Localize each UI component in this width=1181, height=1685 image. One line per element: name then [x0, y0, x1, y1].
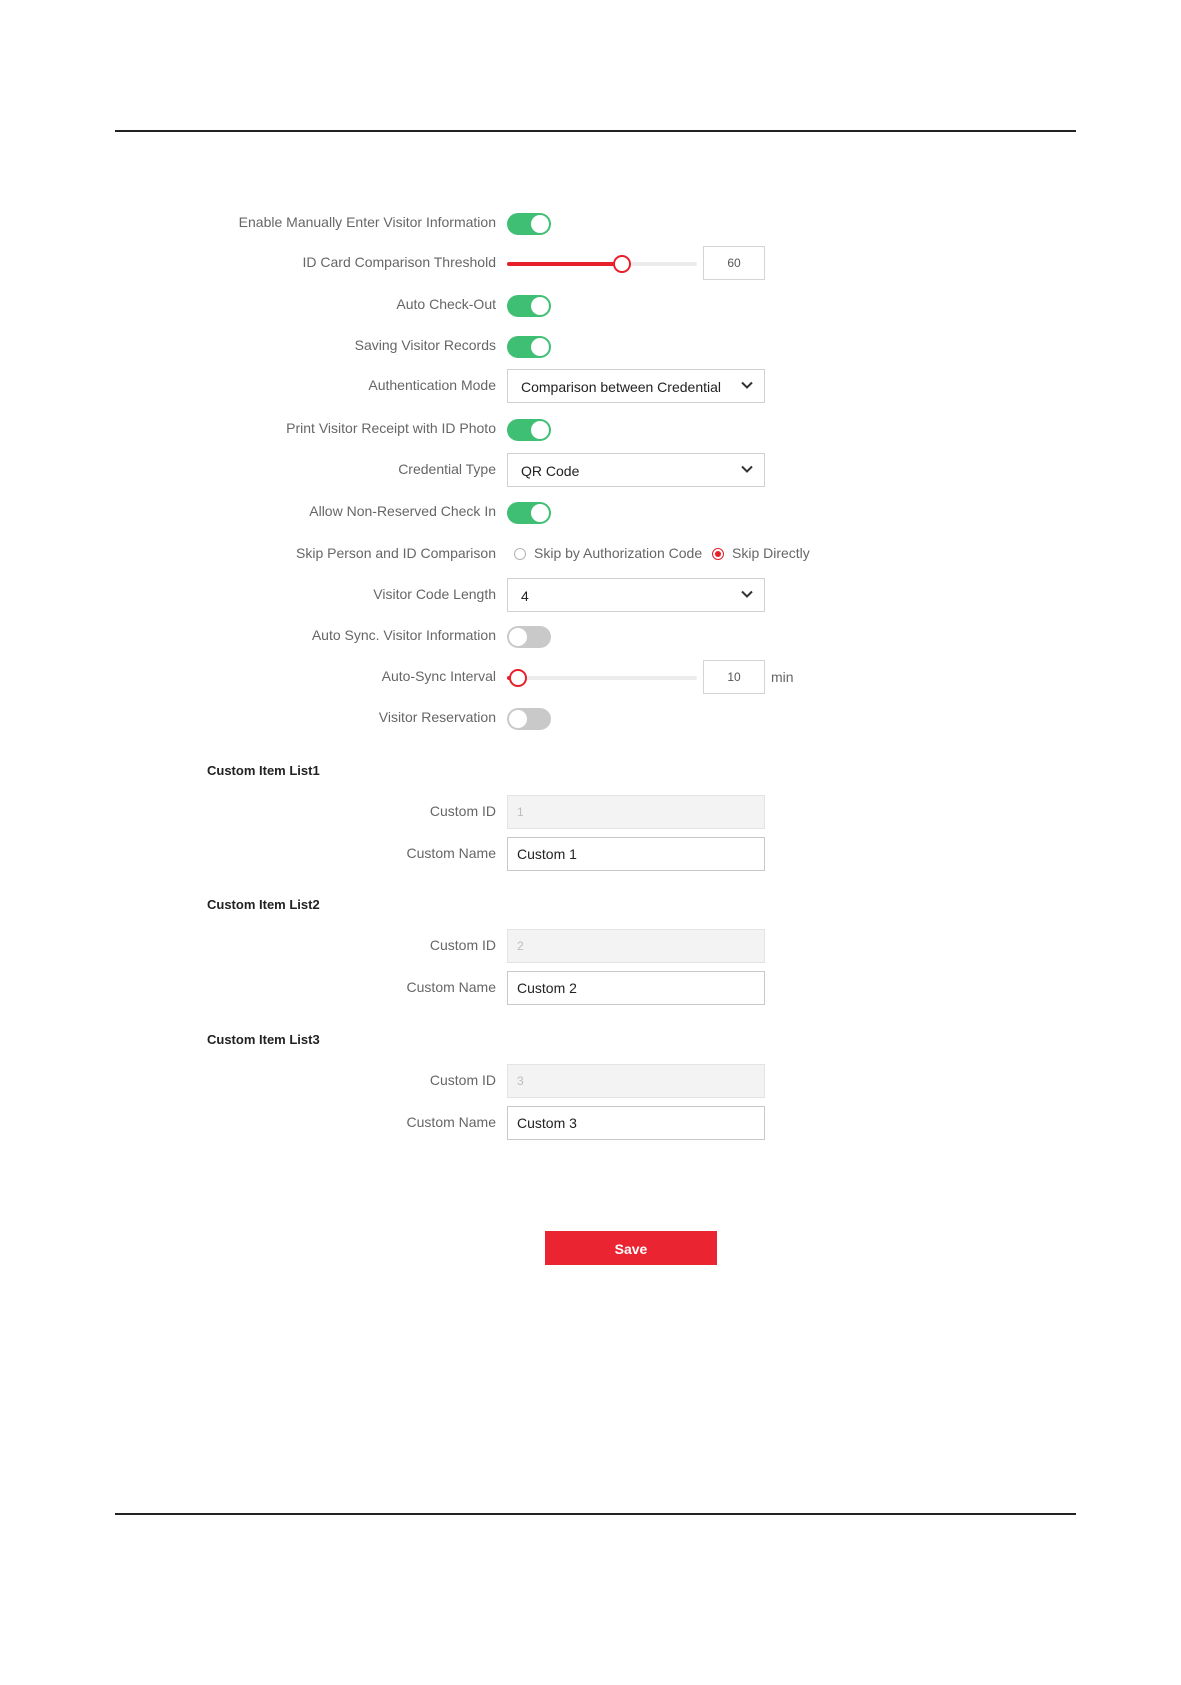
auto-checkout-label: Auto Check-Out — [396, 296, 496, 312]
non-reserved-toggle[interactable] — [507, 502, 551, 524]
row-custom-name-2 — [0, 971, 1181, 1005]
row-custom-id-1 — [0, 795, 1181, 829]
manual-entry-toggle[interactable] — [507, 213, 551, 235]
custom-name-1-input[interactable]: Custom 1 — [507, 837, 765, 871]
manual-entry-label: Enable Manually Enter Visitor Information — [238, 214, 496, 230]
row-custom-name-1 — [0, 837, 1181, 871]
credential-type-label: Credential Type — [398, 461, 496, 477]
toggle-knob — [509, 710, 527, 728]
sync-interval-slider-handle[interactable] — [509, 669, 527, 687]
chevron-down-icon — [740, 462, 754, 476]
print-receipt-toggle[interactable] — [507, 419, 551, 441]
row-sync-interval — [0, 660, 1181, 694]
radio-skip-directly[interactable] — [712, 548, 724, 560]
header-rule — [115, 130, 1076, 132]
toggle-knob — [509, 628, 527, 646]
sync-interval-slider[interactable] — [507, 676, 697, 680]
custom-name-2-input[interactable]: Custom 2 — [507, 971, 765, 1005]
row-saving-records — [0, 329, 1181, 363]
reservation-label: Visitor Reservation — [378, 709, 496, 725]
code-length-label: Visitor Code Length — [373, 586, 496, 602]
skip-comparison-radio-group — [514, 545, 816, 561]
toggle-knob — [531, 215, 549, 233]
credential-type-select[interactable] — [507, 453, 765, 487]
row-threshold — [0, 246, 1181, 280]
saving-records-label: Saving Visitor Records — [354, 337, 496, 353]
custom-list-2-title: Custom Item List2 — [207, 897, 320, 912]
auth-mode-value: Comparison between Credential — [521, 379, 721, 395]
threshold-slider[interactable] — [507, 262, 697, 266]
toggle-knob — [531, 297, 549, 315]
auth-mode-select[interactable] — [507, 369, 765, 403]
footer-rule — [115, 1513, 1076, 1515]
non-reserved-label: Allow Non-Reserved Check In — [309, 503, 496, 519]
toggle-knob — [531, 421, 549, 439]
reservation-toggle[interactable] — [507, 708, 551, 730]
row-custom-id-2 — [0, 929, 1181, 963]
custom-list-1-title: Custom Item List1 — [207, 763, 320, 778]
custom-name-3-label: Custom Name — [406, 1114, 496, 1130]
toggle-knob — [531, 504, 549, 522]
skip-comparison-label: Skip Person and ID Comparison — [296, 545, 496, 561]
threshold-input[interactable]: 60 — [703, 246, 765, 280]
row-reservation — [0, 701, 1181, 735]
threshold-slider-fill — [507, 262, 621, 266]
custom-name-2-label: Custom Name — [406, 979, 496, 995]
custom-name-1-label: Custom Name — [406, 845, 496, 861]
sync-interval-input[interactable]: 10 — [703, 660, 765, 694]
radio-option-skip-by-code[interactable] — [514, 545, 702, 561]
chevron-down-icon — [740, 378, 754, 392]
radio-skip-by-code-label: Skip by Authorization Code — [534, 545, 703, 561]
custom-id-2-input: 2 — [507, 929, 765, 963]
radio-skip-directly-label: Skip Directly — [732, 545, 810, 561]
row-code-length — [0, 578, 1181, 612]
code-length-select[interactable] — [507, 578, 765, 612]
row-manual-entry — [0, 206, 1181, 240]
chevron-down-icon — [740, 587, 754, 601]
radio-skip-by-code[interactable] — [514, 548, 526, 560]
print-receipt-label: Print Visitor Receipt with ID Photo — [286, 420, 496, 436]
row-skip-comparison — [0, 537, 1181, 571]
row-auth-mode — [0, 369, 1181, 403]
row-auto-sync — [0, 619, 1181, 653]
save-button[interactable]: Save — [545, 1231, 717, 1265]
row-custom-id-3 — [0, 1064, 1181, 1098]
custom-id-1-label: Custom ID — [429, 803, 496, 819]
custom-list-3-title: Custom Item List3 — [207, 1032, 320, 1047]
custom-name-3-input[interactable]: Custom 3 — [507, 1106, 765, 1140]
auto-sync-label: Auto Sync. Visitor Information — [311, 627, 496, 643]
sync-interval-unit: min — [771, 669, 794, 685]
row-print-receipt — [0, 412, 1181, 446]
toggle-knob — [531, 338, 549, 356]
sync-interval-label: Auto-Sync Interval — [381, 668, 496, 684]
custom-id-3-input: 3 — [507, 1064, 765, 1098]
custom-id-2-label: Custom ID — [429, 937, 496, 953]
custom-id-1-input: 1 — [507, 795, 765, 829]
radio-option-skip-directly[interactable] — [712, 545, 810, 561]
row-custom-name-3 — [0, 1106, 1181, 1140]
saving-records-toggle[interactable] — [507, 336, 551, 358]
auto-checkout-toggle[interactable] — [507, 295, 551, 317]
auto-sync-toggle[interactable] — [507, 626, 551, 648]
row-credential-type — [0, 453, 1181, 487]
custom-id-3-label: Custom ID — [429, 1072, 496, 1088]
credential-type-value: QR Code — [521, 463, 580, 479]
threshold-label: ID Card Comparison Threshold — [302, 254, 496, 270]
row-auto-checkout — [0, 288, 1181, 322]
auth-mode-label: Authentication Mode — [368, 377, 496, 393]
code-length-value: 4 — [521, 588, 529, 604]
row-non-reserved — [0, 495, 1181, 529]
threshold-slider-handle[interactable] — [613, 255, 631, 273]
